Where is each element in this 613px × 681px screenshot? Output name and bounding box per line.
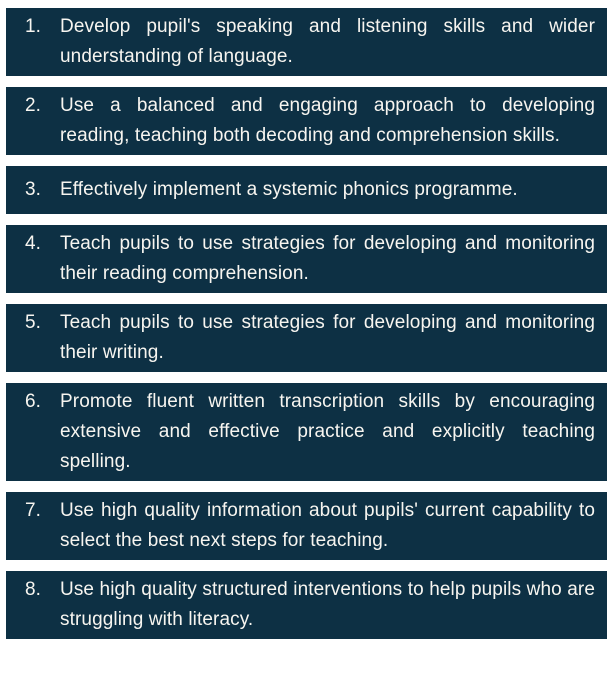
item-number: 2.	[25, 95, 42, 116]
item-text: Effectively implement a systemic phonics programme.	[60, 179, 518, 200]
item-text: Teach pupils to use strategies for developing and monitoring their writing.	[60, 312, 595, 363]
list-item	[6, 571, 607, 639]
list-item	[6, 383, 607, 481]
list-item	[6, 8, 607, 76]
list-item	[6, 304, 607, 372]
item-text: Use a balanced and engaging approach to developing reading, teaching both decoding and comprehension skills.	[60, 95, 595, 146]
list-item	[6, 492, 607, 560]
item-number: 4.	[25, 233, 42, 254]
item-number: 7.	[25, 500, 42, 521]
list-item	[6, 225, 607, 293]
item-text: Teach pupils to use strategies for developing and monitoring their reading comprehension.	[60, 233, 595, 284]
item-number: 1.	[25, 16, 42, 37]
item-number: 3.	[25, 179, 42, 200]
item-number: 6.	[25, 391, 42, 412]
item-text: Use high quality information about pupils' current capability to select the best next steps for teaching.	[60, 500, 595, 551]
item-text: Develop pupil's speaking and listening skills and wider understanding of language.	[60, 16, 595, 67]
list-item	[6, 87, 607, 155]
item-text: Use high quality structured interventions to help pupils who are struggling with literacy.	[60, 579, 595, 630]
item-number: 8.	[25, 579, 42, 600]
item-number: 5.	[25, 312, 42, 333]
item-text: Promote fluent written transcription skills by encouraging extensive and effective practice and explicitly teaching spelling.	[60, 391, 595, 472]
list-item	[6, 166, 607, 214]
